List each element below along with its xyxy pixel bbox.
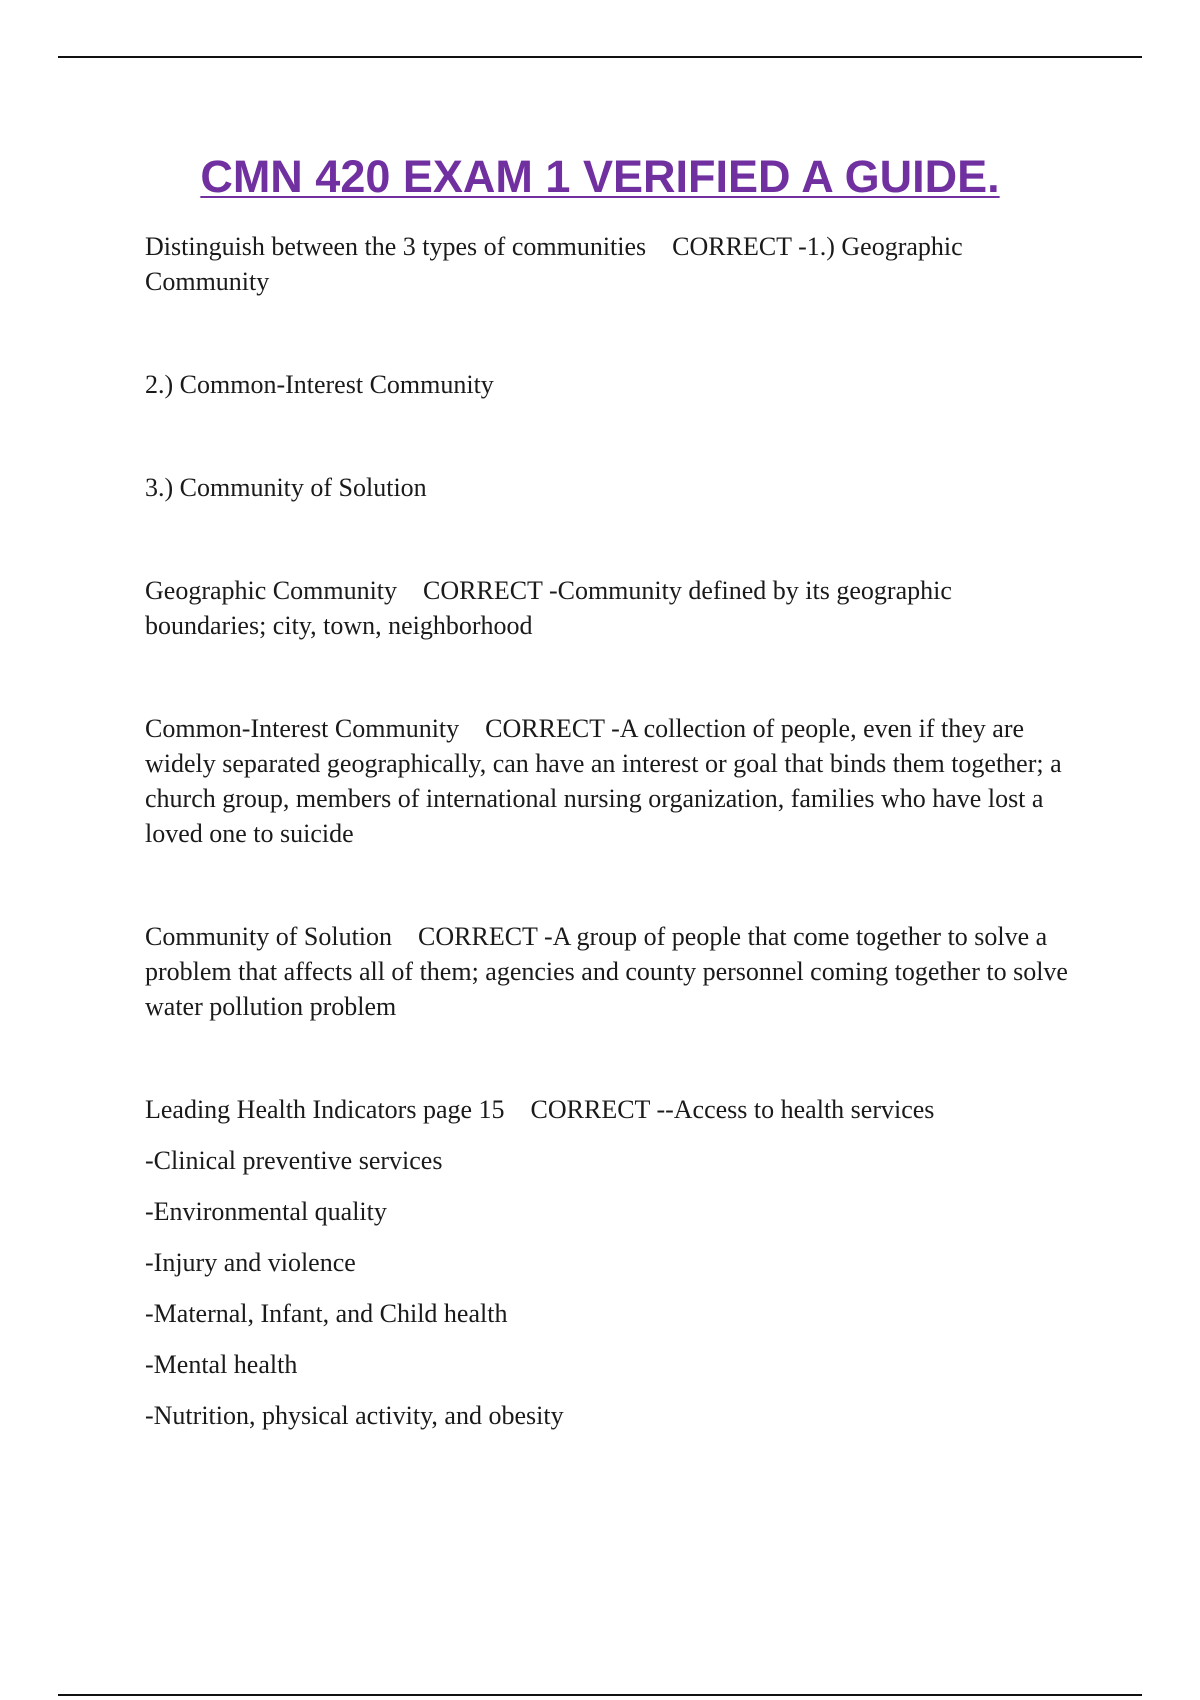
indicator-item: -Clinical preventive services (145, 1146, 443, 1175)
answer-text: CORRECT -A collection of people, even if they are widely separated geographically, can have an interest or goal that binds them together; a church group, members of international nursing organization, families who have lost a loved one to suicide (145, 714, 1062, 848)
indicator-item: -Environmental quality (145, 1197, 387, 1226)
answer-text: CORRECT --Access to health services (530, 1095, 935, 1124)
qa-item (145, 711, 1070, 851)
qa-item (145, 919, 1070, 1024)
answer-text: CORRECT -Community defined by its geographic boundaries; city, town, neighborhood (145, 576, 952, 640)
indicator-item: -Nutrition, physical activity, and obesity (145, 1401, 564, 1430)
qa-item (145, 1092, 1070, 1127)
qa-item (145, 573, 1070, 643)
footer-rule (58, 1694, 1142, 1696)
question-text: Common-Interest Community (145, 714, 460, 743)
qa-item (145, 229, 1070, 299)
question-text: Geographic Community (145, 576, 398, 605)
indicator-item: -Maternal, Infant, and Child health (145, 1299, 508, 1328)
question-text: Distinguish between the 3 types of communities (145, 232, 647, 261)
document-title (0, 150, 1200, 204)
indicator-list (145, 1143, 1070, 1433)
document-body (145, 229, 1070, 1433)
answer-text: CORRECT -1.) Geographic Community (145, 232, 963, 296)
document-title-text: CMN 420 EXAM 1 VERIFIED A GUIDE. (200, 151, 1000, 202)
indicator-item: -Mental health (145, 1350, 298, 1379)
indicator-item: -Injury and violence (145, 1248, 356, 1277)
list-item: 3.) Community of Solution (145, 473, 427, 502)
answer-text: CORRECT -A group of people that come together to solve a problem that affects all of them; agencies and county personnel coming together to solve water pollution problem (145, 922, 1068, 1021)
question-text: Community of Solution (145, 922, 393, 951)
question-text: Leading Health Indicators page 15 (145, 1095, 505, 1124)
list-item: 2.) Common-Interest Community (145, 370, 494, 399)
header-rule (58, 56, 1142, 58)
